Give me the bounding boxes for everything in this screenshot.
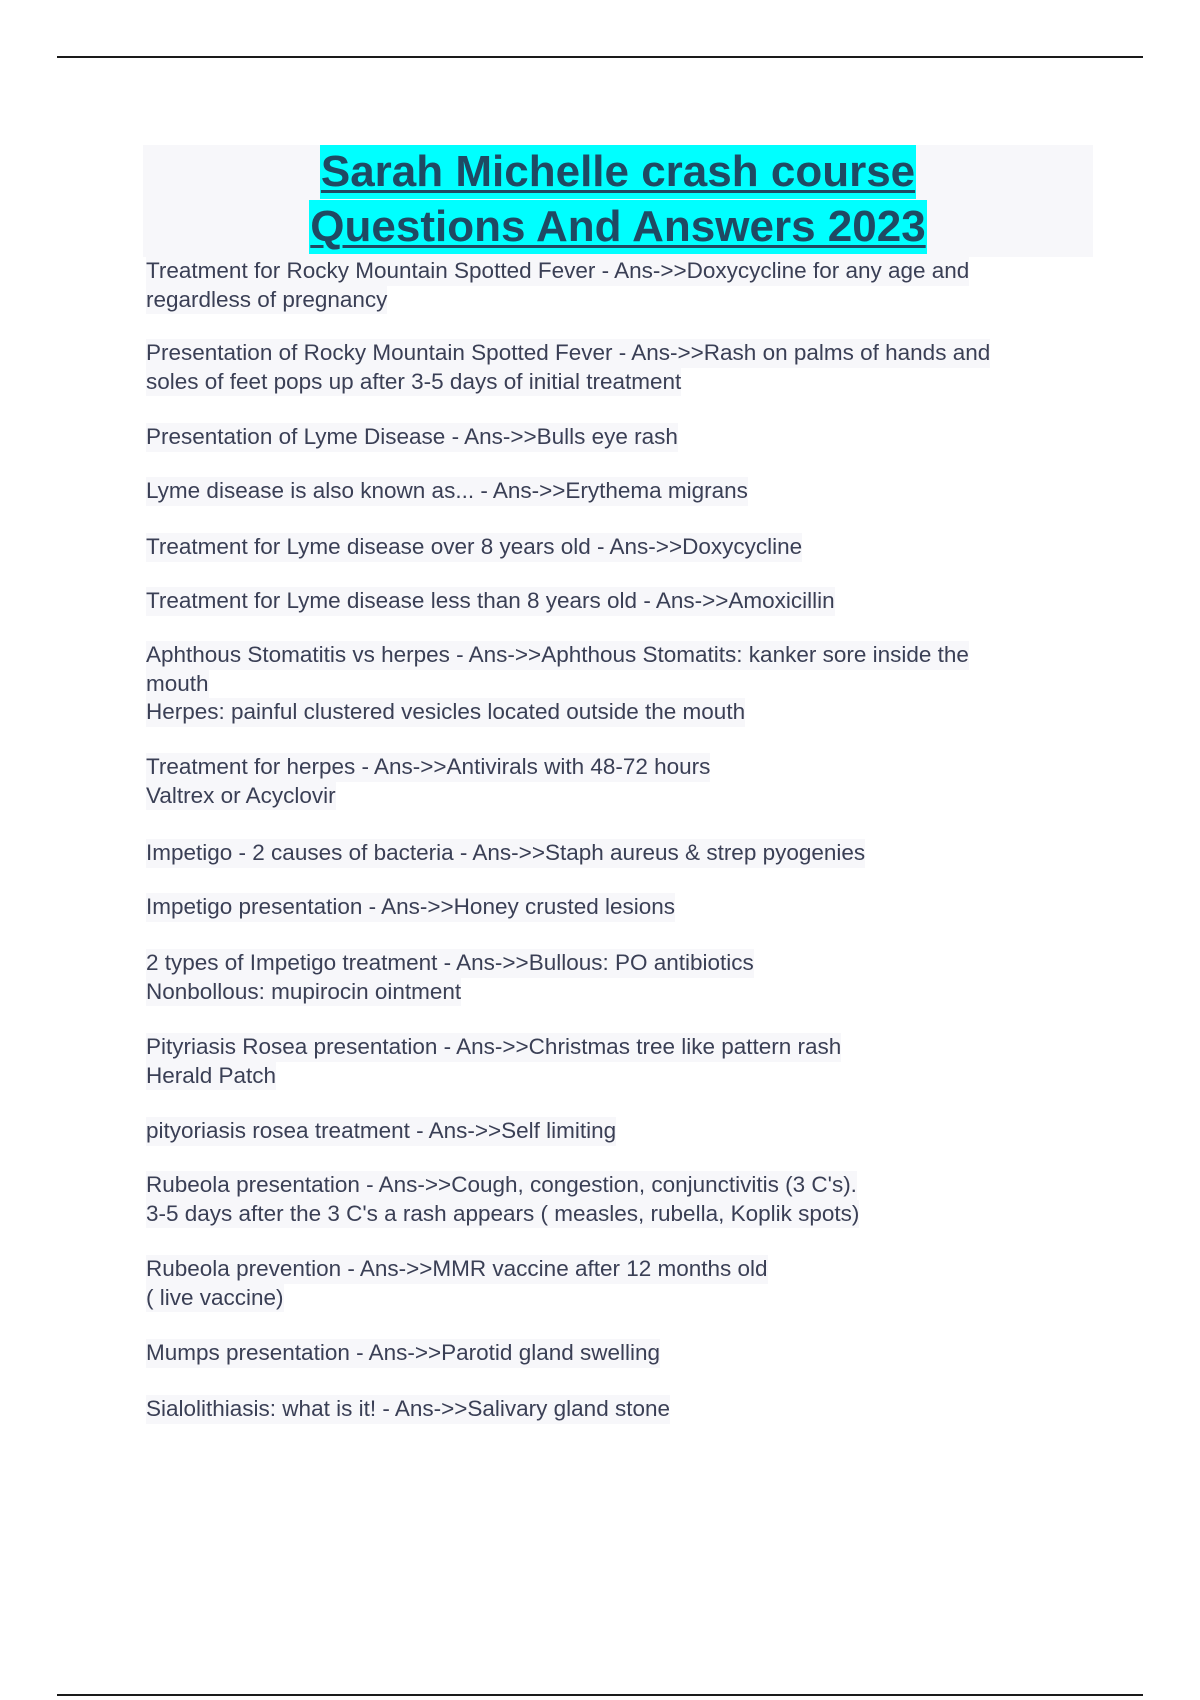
qa-line: 3-5 days after the 3 C's a rash appears ( measles, rubella, Koplik spots) <box>146 1200 859 1229</box>
qa-line: Treatment for herpes - Ans->>Antivirals with 48-72 hours <box>146 753 710 782</box>
qa-item <box>146 423 1086 452</box>
qa-item <box>146 1395 1086 1424</box>
qa-item <box>146 1171 1086 1228</box>
qa-line: Pityriasis Rosea presentation - Ans->>Christmas tree like pattern rash <box>146 1033 841 1062</box>
qa-line: Sialolithiasis: what is it! - Ans->>Salivary gland stone <box>146 1395 670 1424</box>
qa-item <box>146 839 1086 868</box>
qa-line: Presentation of Lyme Disease - Ans->>Bulls eye rash <box>146 423 678 452</box>
qa-item <box>146 753 1086 810</box>
qa-line: Lyme disease is also known as... - Ans->>Erythema migrans <box>146 477 748 506</box>
qa-line: 2 types of Impetigo treatment - Ans->>Bullous: PO antibiotics <box>146 949 754 978</box>
qa-line: soles of feet pops up after 3-5 days of initial treatment <box>146 368 681 397</box>
top-rule <box>57 56 1143 58</box>
qa-line: Treatment for Lyme disease less than 8 years old - Ans->>Amoxicillin <box>146 587 835 616</box>
qa-item <box>146 949 1086 1006</box>
qa-line: Rubeola prevention - Ans->>MMR vaccine after 12 months old <box>146 1255 768 1284</box>
qa-item <box>146 587 1086 616</box>
qa-item <box>146 477 1086 506</box>
qa-line: Treatment for Lyme disease over 8 years old - Ans->>Doxycycline <box>146 533 802 562</box>
qa-line: Herpes: painful clustered vesicles located outside the mouth <box>146 698 745 727</box>
qa-line: ( live vaccine) <box>146 1284 284 1313</box>
qa-line: Impetigo - 2 causes of bacteria - Ans->>Staph aureus & strep pyogenies <box>146 839 865 868</box>
qa-line: mouth <box>146 670 209 699</box>
qa-line: Rubeola presentation - Ans->>Cough, congestion, conjunctivitis (3 C's). <box>146 1171 857 1200</box>
qa-item <box>146 533 1086 562</box>
bottom-rule <box>57 1694 1143 1696</box>
qa-item <box>146 257 1086 314</box>
qa-line: Impetigo presentation - Ans->>Honey crusted lesions <box>146 893 675 922</box>
qa-item <box>146 1033 1086 1090</box>
qa-item <box>146 1339 1086 1368</box>
qa-line: pityoriasis rosea treatment - Ans->>Self limiting <box>146 1117 616 1146</box>
qa-item <box>146 339 1086 396</box>
title-line-2: Questions And Answers 2023 <box>309 200 926 254</box>
qa-line: Valtrex or Acyclovir <box>146 782 336 811</box>
qa-item <box>146 1117 1086 1146</box>
qa-item <box>146 893 1086 922</box>
qa-line: Nonbollous: mupirocin ointment <box>146 978 461 1007</box>
qa-line: regardless of pregnancy <box>146 286 387 315</box>
title-line-1: Sarah Michelle crash course <box>320 145 916 199</box>
document-title <box>143 145 1093 257</box>
qa-line: Herald Patch <box>146 1062 276 1091</box>
qa-item <box>146 641 1086 727</box>
qa-item <box>146 1255 1086 1312</box>
qa-line: Mumps presentation - Ans->>Parotid gland swelling <box>146 1339 660 1368</box>
qa-line: Presentation of Rocky Mountain Spotted Fever - Ans->>Rash on palms of hands and <box>146 339 990 368</box>
qa-line: Treatment for Rocky Mountain Spotted Fever - Ans->>Doxycycline for any age and <box>146 257 969 286</box>
qa-line: Aphthous Stomatitis vs herpes - Ans->>Aphthous Stomatits: kanker sore inside the <box>146 641 969 670</box>
